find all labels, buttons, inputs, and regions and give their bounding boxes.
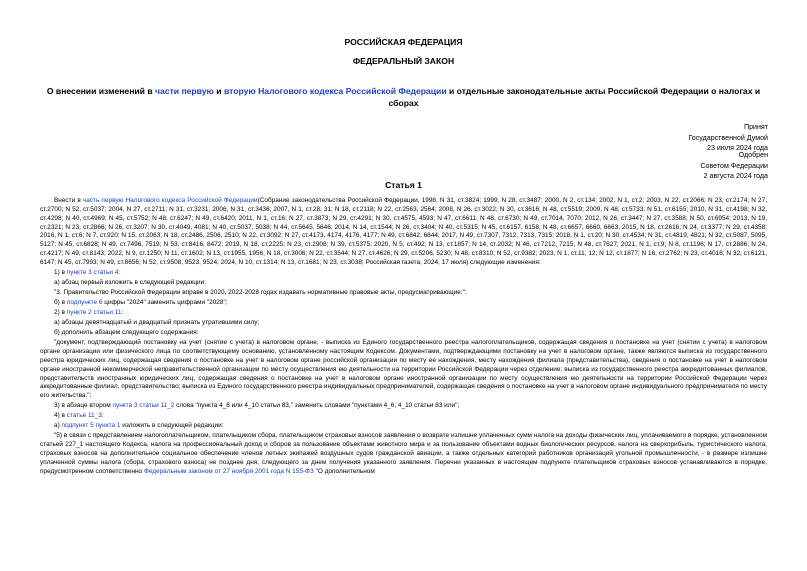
link-article-11[interactable]: пункте 2 статьи 11 — [66, 309, 122, 317]
item-4a — [40, 422, 767, 431]
text: "О дополнительном — [313, 467, 375, 475]
title-link-tax-code[interactable]: вторую Налогового кодекса Российской Федерации — [223, 86, 447, 96]
text: изложить в следующей редакции: — [120, 422, 224, 430]
federation-heading: РОССИЙСКАЯ ФЕДЕРАЦИЯ — [344, 37, 463, 47]
title-text: и отдельные законодательные акты Российской Федерации о налогах и сборах — [388, 86, 761, 108]
approved-date: 2 августа 2024 года — [703, 172, 768, 181]
article-heading: Статья 1 — [385, 180, 422, 190]
item-4-quote — [40, 432, 767, 476]
link-subpoint-6[interactable]: подпункте 6 — [66, 299, 103, 307]
accepted-by: Государственной Думой — [688, 133, 768, 142]
text: слова "пункта 4_6 или 4_10 статьи 83," заменить словами "пунктами 4_6, 4_10 статьи 83 или"; — [174, 402, 460, 410]
item-2b: б) дополнить абзацем следующего содержания: — [54, 329, 199, 337]
title-text: О внесении изменений в — [46, 86, 156, 96]
item-2 — [40, 309, 767, 318]
adoption-council — [700, 150, 768, 182]
paragraph-intro — [40, 197, 767, 268]
text: 3) в абзаце втором — [54, 402, 113, 410]
item-1-quote: "3. Правительство Российской Федерации вправе в 2020, 2022-2028 годах издавать нормативные правовые акты, предусматривающие:"; — [54, 289, 467, 296]
accepted-label: Принят — [743, 123, 768, 131]
law-title — [40, 85, 767, 109]
link-tax-code-part-one[interactable]: часть первую Налогового кодекса Российской Федерации — [82, 197, 258, 204]
law-type-heading: ФЕДЕРАЛЬНЫЙ ЗАКОН — [352, 56, 455, 66]
item-4 — [40, 412, 767, 421]
item-1a: а) абзац первый изложить в следующей редакции: — [54, 278, 206, 286]
text: "5) в связи с представлением налогоплательщиком, плательщиком сбора, плательщиком страховых взносов заявления о возврате излишне уплаченных сумм налога на доходы физических лиц, уплачиваемого в порядке, установленном статьей 227_1 настоящего Кодекса, налога на профессиональный доход и сборов за пользование объектами животного мира и за пользование объектами водных биологических ресурсов, налога на сверхприбыль, туристического налога, страховых взносов на дополнительное социальное обеспечение членов летных экипажей воздушных судов гражданской авиации, а также отдельных категорий работников организаций угольной промышленности, - в размере излишне уплаченной суммы налога (сбора, страхового взноса) не позднее дня, следующего за днем получения указанного заявления. Перечни указанных в настоящем подпункте плательщиков страховых взносов устанавливаются в порядке, предусмотренном соответственно — [40, 432, 767, 475]
text: а) — [54, 422, 62, 430]
item-1b — [40, 299, 767, 308]
text: (Собрание законодательства Российской Федерации, 1998, N 31, ст.3824; 1999, N 28, ст.3487; 2000, N 2, ст.134; 2002, N 1, ст.2; 2003, N 22, ст.2066; N 23, ст.2174; N 27, ст.2700; N 52, ст.5037; 2004, N 27, ст.2711; N 31, ст.3231; 2006, N 31, ст.3436; 2007, N 1, ст.28, 31; N 18, ст.2118; N 22, ст.2563, 2564; 2008, N 26, ст.3022; N 30, ст.3616; N 48, ст.5519; 2009, N 48, ст.5733; N 51, ст.6155; 2010, N 31, ст.4198; N 32, ст.4298; N 40, ст.4969; N 45, ст.5752; N 48, ст.6247; N 49, ст.6420; 2011, N 1, ст.16; N 27, ст.3873; N 29, ст.4291; N 30, ст.4575, 4593; N 47, ст.6611; N 48, ст.6730; N 49, ст.7014, 7070; 2012, N 26, ст.3447; N 27, ст.3588; N 50, ст.6954; 2013, N 19, ст.2321; N 23, ст.2866; N 26, ст.3207; N 30, ст.4049, 4081; N 40, ст.5037, 5038; N 44, ст.5645, 5646; 2014, N 14, ст.1544; N 26, ст.3404; N 40, ст.5315; N 45, ст.6157, 6158; N 48, ст.6657, 6660, 6663; 2015, N 18, ст.2616; N 24, ст.3377; N 29, ст.4358; 2016, N 1, ст.6; N 7, ст.920; N 15, ст.2063; N 18, ст.2486, 2506, 2510; N 22, ст.3092; N 27, ст.4173, 4174, 4176, 4177; N 49, ст.6842, 6844; 2017, N 49, ст.7307, 7312, 7313, 7315; 2018, N 1, ст.20; N 30, ст.4534; N 31, ст.4819, 4821; N 32, ст.5087, 5095, 5127; N 45, ст.6828; N 49, ст.7496, 7519; N 53, ст.8416, 8472; 2019, N 18, ст.2225; N 23, ст.2908; N 39, ст.5375; 2020, N 5, ст.492; N 13, ст.1857; N 14, ст.2032; N 46, ст.7212, 7215; N 48, ст.7627; 2021, N 1, ст.9; N 8, ст.1196; N 17, ст.2886; N 24, ст.4217; N 49, ст.8143; 2022, N 9, ст.1250; N 11, ст.1602; N 13, ст.1955, 1956; N 18, ст.3006; N 22, ст.3544; N 27, ст.4626; N 29, ст.5206, 5230; N 48, ст.8310; N 52, ст.9382; 2023, N 1, ст.11, 12; N 12, ст.1877; N 16, ст.2762; N 23, ст.4016; N 32, ст.6121, 6147; N 45, ст.7993; N 49, ст.8656; N 52, ст.9508, 9523, 9524; 2024, N 10, ст.1314; N 13, ст.1681; N 23, ст.3038; Российская газета, 2024, 17 июля) следующие изменения: — [40, 197, 768, 266]
link-federal-law-155[interactable]: Федеральным законом от 27 ноября 2001 года N 155-ФЗ — [143, 467, 314, 475]
link-article-11-3[interactable]: статье 11_3 — [66, 412, 102, 420]
accepted-date: 23 июля 2024 года — [707, 144, 768, 153]
article-body — [40, 197, 767, 477]
text: 2) в — [54, 309, 67, 317]
item-3 — [40, 402, 767, 411]
approved-label: Одобрен — [738, 151, 768, 159]
item-1 — [40, 269, 767, 278]
title-link-part-one[interactable]: части первую — [155, 86, 214, 96]
link-article-11-2[interactable]: пункта 3 статьи 11_2 — [112, 402, 175, 410]
adoption-duma — [688, 122, 768, 154]
text: цифры "2024" заменить цифрами "2028"; — [102, 299, 228, 307]
text: 1) в — [54, 268, 67, 276]
text: 4) в — [54, 412, 67, 420]
item-2-quote: "документ, подтверждающий постановку на учет (снятие с учета) в налоговом органе, - выписка из Единого государственного реестра налогоплательщиков, содержащая сведения о постановке на учет (снятии с учета) в налоговом органе организации или физического лица по соответствующему основанию, установленному настоящим Кодексом. Документами, подтверждающими постановку на учет в налоговом органе, также являются выписка из государственного реестра юридических лиц, содержащая сведения о постановке на учет в налоговом органе российской организации по месту ее нахождения, месту нахождения филиала (представительства), сведения о постановке на учет в налоговом органе иностранной некоммерческой неправительственной организации по месту осуществления ею деятельности на территории Российской Федерации через отделение; выписка из государственного реестра аккредитованных филиалов, представительств иностранных юридических лиц, содержащая сведения о постановке на учет в налоговом органе иностранной организации по месту осуществления ею деятельности на территории Российской Федерации через аккредитованные филиал, представительство; выписка из Единого государственного реестра индивидуальных предпринимателей, содержащая сведения о постановке на учет в налоговом органе индивидуального предпринимателя по месту его жительства."; — [40, 339, 767, 400]
link-subpoint-5[interactable]: подпункт 5 пункта 1 — [61, 422, 121, 430]
title-text: и — [213, 86, 224, 96]
link-article-4[interactable]: пункте 3 статьи 4 — [66, 268, 119, 276]
text: : — [121, 309, 124, 317]
text: : — [118, 268, 121, 276]
approved-by: Советом Федерации — [700, 161, 768, 170]
text: Внести в — [54, 197, 83, 204]
text: б) в — [54, 299, 67, 307]
item-2a: а) абзацы девятнадцатый и двадцатый признать утратившими силу; — [54, 319, 260, 327]
text: : — [101, 412, 104, 420]
